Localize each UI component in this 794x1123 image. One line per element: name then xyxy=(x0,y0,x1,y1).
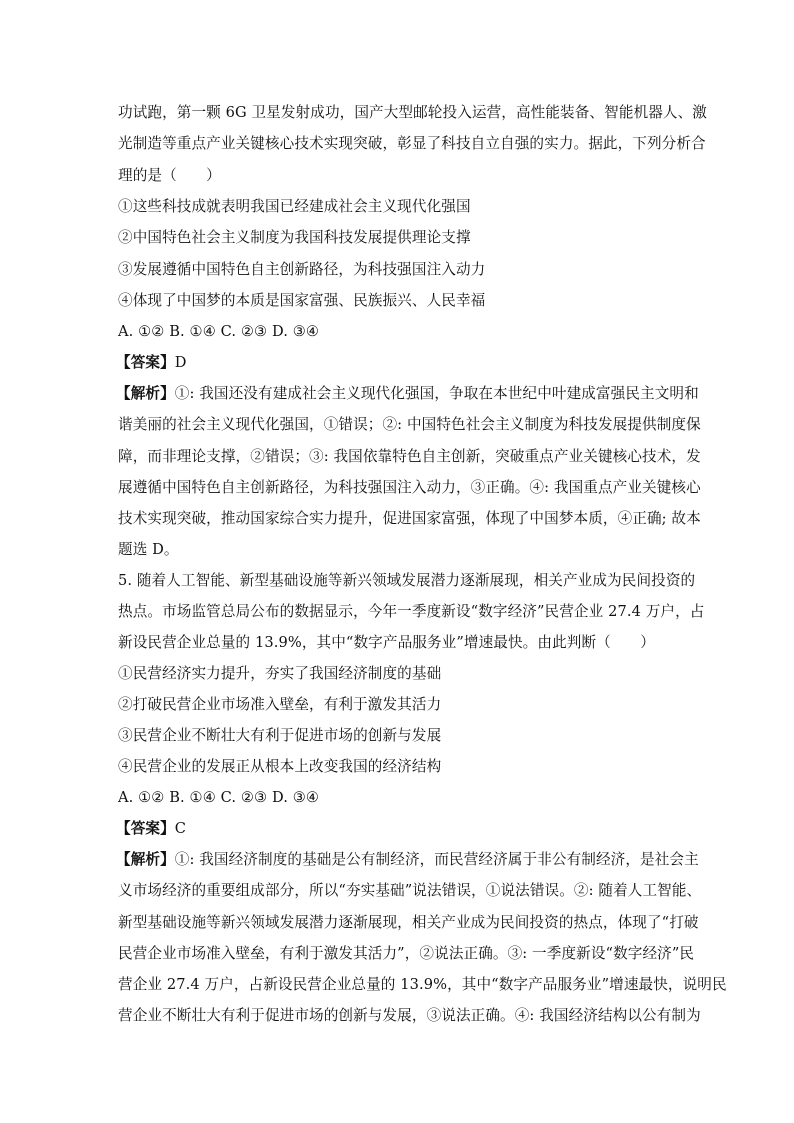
q5-analysis-line-6: 营企业不断壮大有利于促进市场的创新与发展，③说法正确。④: 我国经济结构以公有制为 xyxy=(118,1007,701,1024)
q4-stem-line-2: 光制造等重点产业关键核心技术实现突破，彰显了科技自立自强的实力。据此，下列分析合 xyxy=(118,135,706,152)
q4-analysis-label: 【解析】 xyxy=(116,385,175,402)
q4-analysis-line-2: 谐美丽的社会主义现代化强国，①错误；②: 中国特色社会主义制度为科技发展提供制度保 xyxy=(118,416,701,433)
q5-stem-line-3: 新设民营企业总量的 13.9%，其中“数字产品服务业”增速最快。由此判断（ ） xyxy=(118,634,655,651)
q5-answer-label: 【答案】 xyxy=(116,820,175,837)
q4-analysis-line-4: 展遵循中国特色自主创新路径，为科技强国注入动力，③正确。④: 我国重点产业关键核心 xyxy=(118,479,701,496)
q4-option-4: ④体现了中国梦的本质是国家富强、民族振兴、人民幸福 xyxy=(118,292,486,309)
q5-option-1: ①民营经济实力提升，夯实了我国经济制度的基础 xyxy=(118,665,442,682)
q5-option-3: ③民营企业不断壮大有利于促进市场的创新与发展 xyxy=(118,727,442,744)
q4-analysis-line-6: 题选 D。 xyxy=(118,541,179,558)
q4-stem-line-3: 理的是（ ） xyxy=(118,167,221,184)
q5-analysis-line-1 xyxy=(116,850,699,870)
q4-analysis-line-1 xyxy=(116,384,699,404)
q4-analysis-line-3: 障，而非理论支撑，②错误；③: 我国依靠特色自主创新，突破重点产业关键核心技术，发 xyxy=(118,448,701,465)
q4-choices: A. ①② B. ①④ C. ②③ D. ③④ xyxy=(118,323,320,340)
q5-analysis-line-5: 营企业 27.4 万户，占新设民营企业总量的 13.9%，其中“数字产品服务业”增速最快，说明民 xyxy=(118,976,727,993)
q5-analysis-label: 【解析】 xyxy=(116,851,175,868)
q4-analysis-text-1: ①: 我国还没有建成社会主义现代化强国，争取在本世纪中叶建成富强民主文明和 xyxy=(174,385,699,402)
q5-choices: A. ①② B. ①④ C. ②③ D. ③④ xyxy=(118,789,320,806)
q4-stem-line-1: 功试跑，第一颗 6G 卫星发射成功，国产大型邮轮投入运营，高性能装备、智能机器人、激 xyxy=(118,104,707,121)
q5-option-4: ④民营企业的发展正从根本上改变我国的经济结构 xyxy=(118,758,442,775)
q5-analysis-text-1: ①: 我国经济制度的基础是公有制经济，而民营经济属于非公有制经济，是社会主 xyxy=(174,851,699,868)
q5-stem-line-2: 热点。市场监管总局公布的数据显示，今年一季度新设“数字经济”民营企业 27.4 万户，占 xyxy=(118,603,705,620)
q4-answer-value: D xyxy=(174,354,187,371)
q4-option-2: ②中国特色社会主义制度为我国科技发展提供理论支撑 xyxy=(118,229,471,246)
q4-answer-label: 【答案】 xyxy=(116,354,175,371)
q5-analysis-line-4: 民营企业市场准入壁垒，有利于激发其活力”，②说法正确。③: 一季度新设“数字经济”民 xyxy=(118,945,695,962)
q5-analysis-line-2: 义市场经济的重要组成部分，所以“夯实基础”说法错误，①说法错误。②: 随着人工智能、 xyxy=(118,882,702,899)
q5-analysis-line-3: 新型基础设施等新兴领域发展潜力逐渐展现，相关产业成为民间投资的热点，体现了“打破 xyxy=(118,914,699,931)
q4-option-3: ③发展遵循中国特色自主创新路径，为科技强国注入动力 xyxy=(118,261,486,278)
q4-option-1: ①这些科技成就表明我国已经建成社会主义现代化强国 xyxy=(118,198,471,215)
q4-answer xyxy=(116,353,676,373)
q5-answer xyxy=(116,819,676,839)
q5-option-2: ②打破民营企业市场准入壁垒，有利于激发其活力 xyxy=(118,696,442,713)
q5-answer-value: C xyxy=(174,820,187,837)
q5-stem-line-1: 5. 随着人工智能、新型基础设施等新兴领域发展潜力逐渐展现，相关产业成为民间投资的 xyxy=(118,572,696,589)
q4-analysis-line-5: 技术实现突破，推动国家综合实力提升，促进国家富强，体现了中国梦本质，④正确; 故本 xyxy=(118,510,701,527)
